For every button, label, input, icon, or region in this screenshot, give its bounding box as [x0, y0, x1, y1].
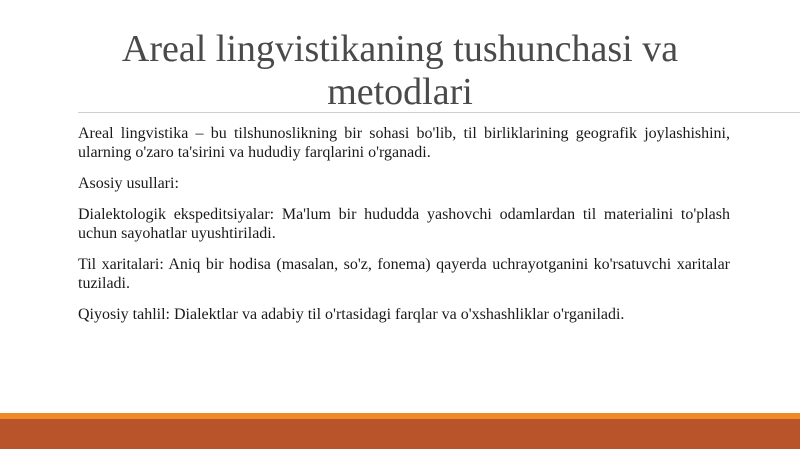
method-language-maps: Til xaritalari: Aniq bir hodisa (masalan, so'z, fonema) qayerda uchrayotganini ko'rsatuvchi xaritalar tuziladi.: [78, 256, 730, 292]
definition-paragraph: Areal lingvistika – bu tilshunoslikning bir sohasi bo'lib, til birliklarining geografik joylashishini, ularning o'zaro ta'sirini va hududiy farqlarini o'rganadi.: [78, 125, 730, 161]
methods-heading: Asosiy usullari:: [78, 175, 179, 192]
method-dialectology: Dialektologik ekspeditsiyalar: Ma'lum bir hududda yashovchi odamlardan til materialini to'plash uchun sayohatlar uyushtiriladi.: [78, 206, 730, 242]
slide-title: Areal lingvistikaning tushunchasi va metodlari: [121, 28, 679, 113]
footer-band: [0, 419, 800, 449]
slide-body: [78, 124, 730, 336]
method-comparative-analysis: Qiyosiy tahlil: Dialektlar va adabiy til o'rtasidagi farqlar va o'xshashliklar o'rganiladi.: [78, 306, 625, 323]
title-divider: [78, 112, 800, 113]
